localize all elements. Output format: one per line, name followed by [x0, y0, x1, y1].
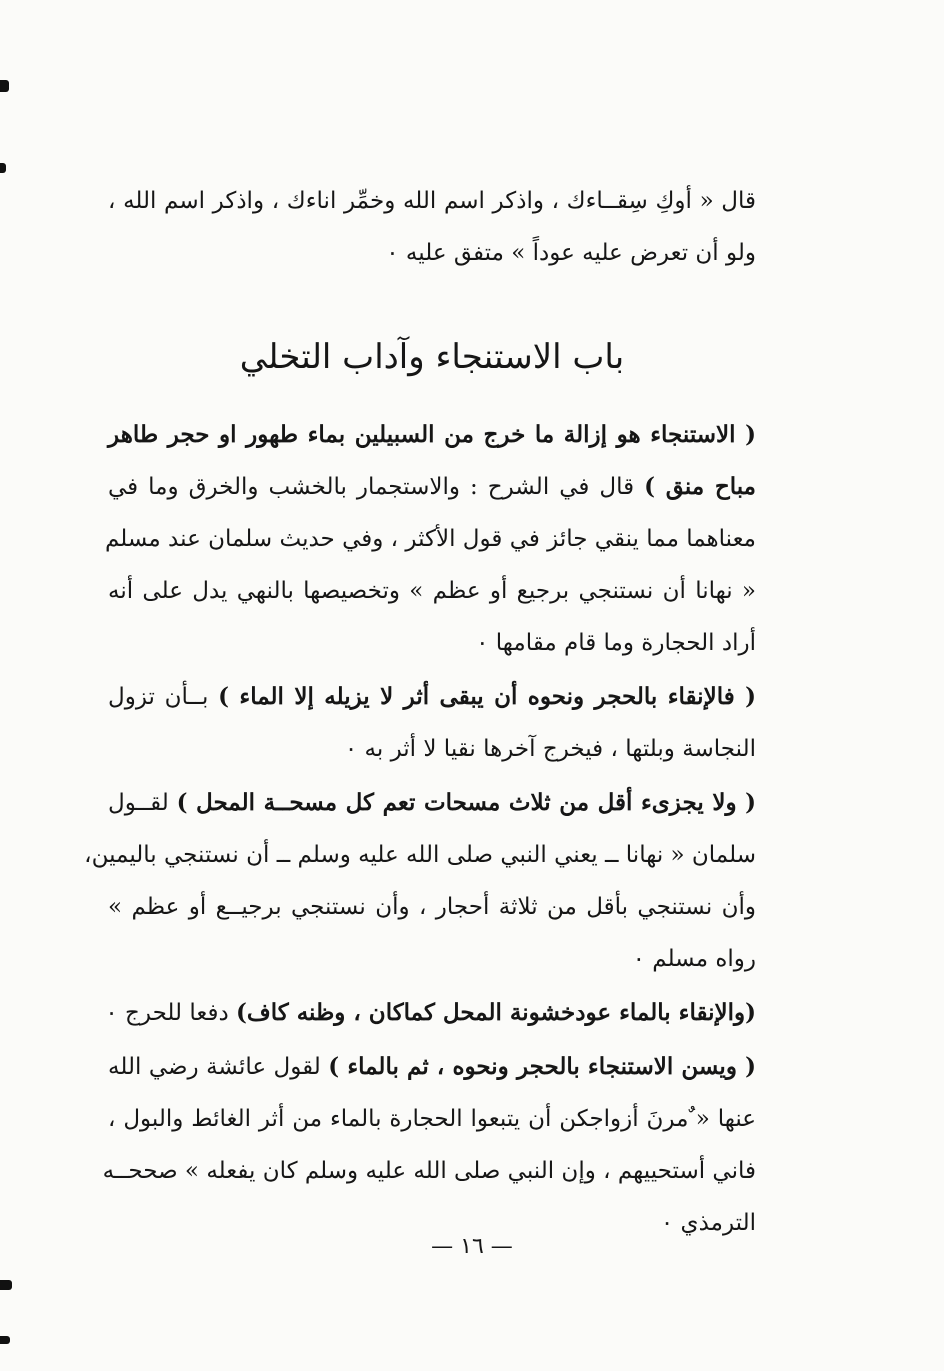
sharh-text: الترمذي ٠ [660, 1210, 756, 1236]
text-line [102, 1145, 756, 1197]
matn-text: ( الاستنجاء هو إزالة ما خرج من السبيلين بماء طهور او حجر طاهر [108, 421, 756, 448]
sharh-text: لقــول [108, 790, 177, 816]
sharh-text: أراد الحجارة وما قام مقامها ٠ [476, 630, 756, 656]
matn-text: (والإنقاء بالماء عودخشونة المحل كماكان ، وظنه كاف) [236, 999, 756, 1026]
paragraph-istinja-definition [104, 409, 756, 669]
scan-edge-mark [0, 80, 9, 92]
sharh-text: دفعا للحرج ٠ [105, 1000, 236, 1026]
matn-text: ( فالإنقاء بالحجر ونحوه أن يبقى أثر لا يزيله إلا الماء ) [218, 683, 756, 710]
sharh-text: سلمان « نهانا ــ يعني النبي صلى الله عليه وسلم ــ أن نستنجي باليمين، [84, 842, 756, 868]
text-line [108, 617, 756, 669]
sharh-text: رواه مسلم ٠ [632, 946, 756, 972]
text-line [108, 409, 756, 461]
sharh-text: فاني أستحييهم ، وإن النبي صلى الله عليه وسلم كان يفعله » صححــه [102, 1158, 756, 1184]
paragraph-sunnah-stone-then-water [102, 1041, 756, 1249]
text-line [108, 881, 756, 933]
text-line [108, 565, 756, 617]
paragraph-three-wipes [84, 777, 756, 985]
scan-edge-mark [0, 163, 6, 173]
text-line [84, 829, 756, 881]
text-line [104, 513, 756, 565]
intro-line: قال « أوكِ سِقــاءك ، واذكر اسم الله وخمِّر اناءك ، واذكر اسم الله ، [108, 188, 756, 214]
sharh-text: وأن نستنجي بأقل من ثلاثة أحجار ، وأن نستنجي برجيــع أو عظم » [108, 894, 756, 920]
text-line [108, 777, 756, 829]
sharh-text: لقول عائشة رضي الله [108, 1054, 329, 1080]
sharh-text: النجاسة وبلتها ، فيخرج آخرها نقيا لا أثر به ٠ [344, 736, 756, 762]
matn-text: ( ولا يجزىء أقل من ثلاث مسحات تعم كل مسحــة المحل ) [176, 789, 756, 816]
sharh-text: « نهانا أن نستنجي برجيع أو عظم » وتخصيصها بالنهي يدل على أنه [108, 578, 756, 604]
paragraph-inqa-bil-maa [105, 987, 756, 1039]
text-line [108, 461, 756, 513]
text-line [105, 987, 756, 1039]
text-line [108, 671, 756, 723]
text-line [108, 933, 756, 985]
sharh-text: معناهما مما ينقي جائز في قول الأكثر ، وفي حديث سلمان عند مسلم [104, 526, 756, 552]
text-line [108, 1093, 756, 1145]
matn-text: مباح منق ) [644, 473, 756, 500]
sharh-text: بــأن تزول [108, 684, 219, 710]
intro-passage [108, 175, 756, 279]
sharh-text: عنها « ٌمرنَ أزواجكن أن يتبعوا الحجارة بالماء من أثر الغائط والبول ، [108, 1106, 756, 1132]
book-page [84, 175, 756, 1251]
page-number: — ١٦ — [431, 1234, 513, 1259]
chapter-title: باب الاستنجاء وآداب التخلي [239, 337, 625, 377]
text-line [108, 1041, 756, 1093]
intro-line: ولو أن تعرض عليه عوداً » متفق عليه ٠ [386, 240, 756, 266]
scan-edge-mark [0, 1336, 10, 1344]
paragraph-inqa-bil-hajar [108, 671, 756, 775]
text-line [108, 723, 756, 775]
scan-edge-mark [0, 1280, 12, 1290]
matn-text: ( ويسن الاستنجاء بالحجر ونحوه ، ثم بالماء ) [328, 1053, 756, 1080]
sharh-text: قال في الشرح : والاستجمار بالخشب والخرق وما في [108, 474, 645, 500]
